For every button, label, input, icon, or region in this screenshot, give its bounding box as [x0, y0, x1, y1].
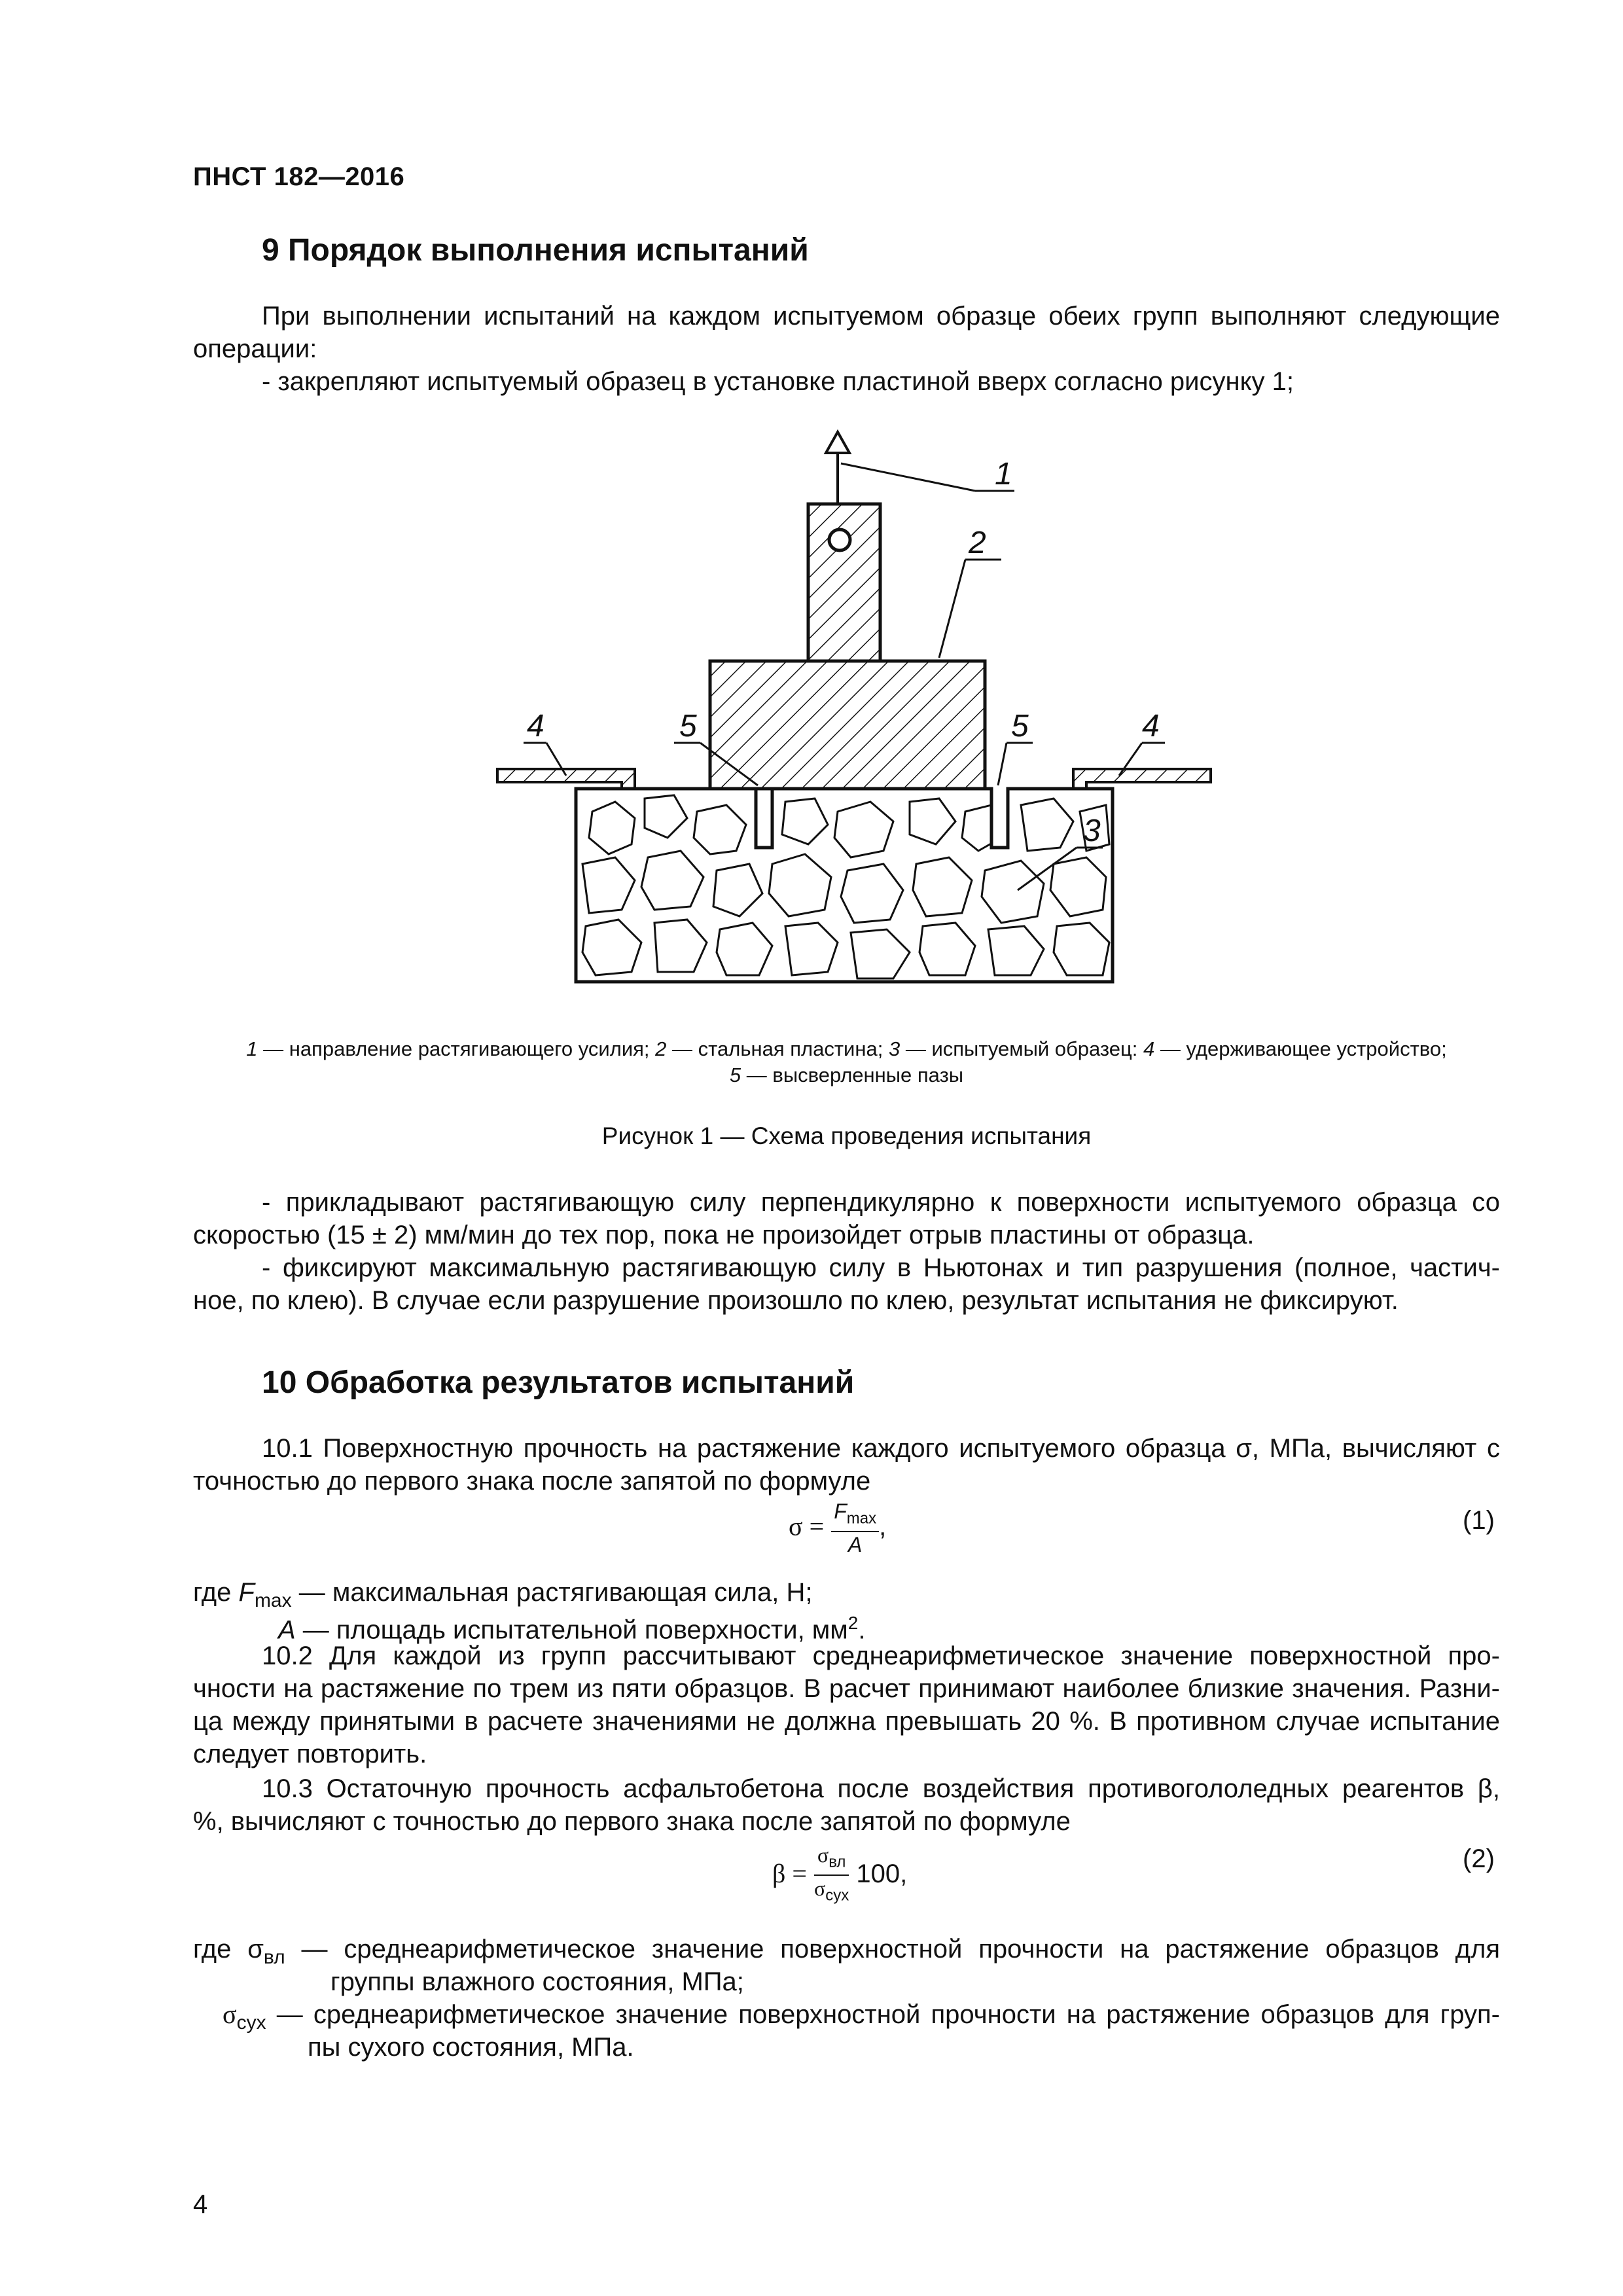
figure-legend-line2: 5 — высверленные пазы	[729, 1064, 964, 1086]
formula-2: β = $\frac{\sigma_{вл}}{\sigma_{сух}}$ 100,	[772, 1843, 908, 1905]
para-10-2-line2: чности на растяжение по трем из пяти образцов. В расчет принимают наиболее близкие значения. Разни-	[193, 1674, 1500, 1703]
steel-plate	[710, 661, 985, 789]
holding-device-right	[1073, 769, 1211, 789]
where-sigma-sukh-line2: пы сухого состояния, МПа.	[308, 2033, 634, 2062]
section-9-item-3-line2: ное, по клею). В случае если разрушение произошло по клею, результат испытания не фиксируют.	[193, 1286, 1399, 1315]
section-10-title: 10 Обработка результатов испытаний	[262, 1365, 855, 1400]
para-10-2-line4: следует повторить.	[193, 1740, 427, 1768]
rod-hole	[829, 529, 850, 550]
para-10-1-line2: точностью до первого знака после запятой по формуле	[193, 1467, 871, 1496]
figure-label-2: 2	[969, 526, 986, 560]
section-9-intro-line2: операции:	[193, 334, 317, 363]
section-9-item-2-line1: - прикладывают растягивающую силу перпендикулярно к поверхности испытуемого образца со	[262, 1188, 1500, 1217]
formula-1-number: (1)	[1463, 1506, 1495, 1535]
formula-2-number: (2)	[1463, 1844, 1495, 1873]
section-9-title: 9 Порядок выполнения испытаний	[262, 233, 809, 268]
para-10-2-line3: ца между принятыми в расчете значениями не должна превышать 20 %. В противном случае испытание	[193, 1707, 1500, 1736]
formula-1: σ = $\frac{F_{max}}{A}$ ,	[789, 1499, 887, 1557]
figure-caption: Рисунок 1 — Схема проведения испытания	[601, 1122, 1092, 1149]
rod	[808, 504, 880, 661]
section-9-item-3-line1: - фиксируют максимальную растягивающую силу в Ньютонах и тип разрушения (полное, частич-	[262, 1253, 1500, 1282]
figure-label-1: 1	[995, 457, 1012, 492]
para-10-2-line1: 10.2 Для каждой из групп рассчитывают среднеарифметическое значение поверхностной про-	[262, 1641, 1500, 1670]
where-sigma-vl-line2: группы влажного состояния, МПа;	[330, 1967, 744, 1996]
para-10-1-line1: 10.1 Поверхностную прочность на растяжение каждого испытуемого образца σ, МПа, вычисляют с	[262, 1434, 1500, 1463]
where-sigma-vl-line1: где $\sigma_{вл}$ — среднеарифметическое значение поверхностной прочности на растяжение образцов для	[193, 1935, 1500, 1968]
where-A: A — площадь испытательной поверхности, $мм^2$.	[278, 1613, 866, 1645]
where-sigma-sukh-line1: $\sigma_{сух}$ — среднеарифметическое значение поверхностной прочности на растяжение образцов для груп-	[223, 2000, 1500, 2034]
figure-label-3: 3	[1083, 814, 1101, 848]
document-code: ПНСТ 182—2016	[193, 162, 405, 191]
figure-label-4-right: 4	[1142, 709, 1160, 744]
figure-label-4-left: 4	[527, 709, 544, 744]
section-9-item-1: - закрепляют испытуемый образец в установке пластиной вверх согласно рисунку 1;	[262, 367, 1294, 396]
figure-legend-line1: 1 — направление растягивающего усилия; 2 — стальная пластина; 3 — испытуемый образец: 4 — удерживающее устройство;	[246, 1037, 1447, 1060]
section-9-intro-line1: При выполнении испытаний на каждом испытуемом образце обеих групп выполняют следующие	[262, 302, 1500, 331]
test-sample	[576, 789, 1113, 982]
holding-device-left	[497, 769, 635, 789]
figure-label-5-right: 5	[1011, 709, 1029, 744]
figure-1-diagram	[458, 419, 1230, 1008]
page-number: 4	[193, 2190, 208, 2219]
para-10-3-line2: %, вычисляют с точностью до первого знака после запятой по формуле	[193, 1807, 1071, 1836]
section-9-item-2-line2: скоростью (15 ± 2) мм/мин до тех пор, пока не произойдет отрыв пластины от образца.	[193, 1221, 1255, 1249]
figure-label-5-left: 5	[679, 709, 697, 744]
force-arrow-icon	[826, 432, 849, 453]
para-10-3-line1: 10.3 Остаточную прочность асфальтобетона после воздействия противогололедных реагентов β,	[262, 1774, 1500, 1803]
where-F-max: где $F_{max}$ — максимальная растягивающая сила, Н;	[193, 1578, 813, 1611]
